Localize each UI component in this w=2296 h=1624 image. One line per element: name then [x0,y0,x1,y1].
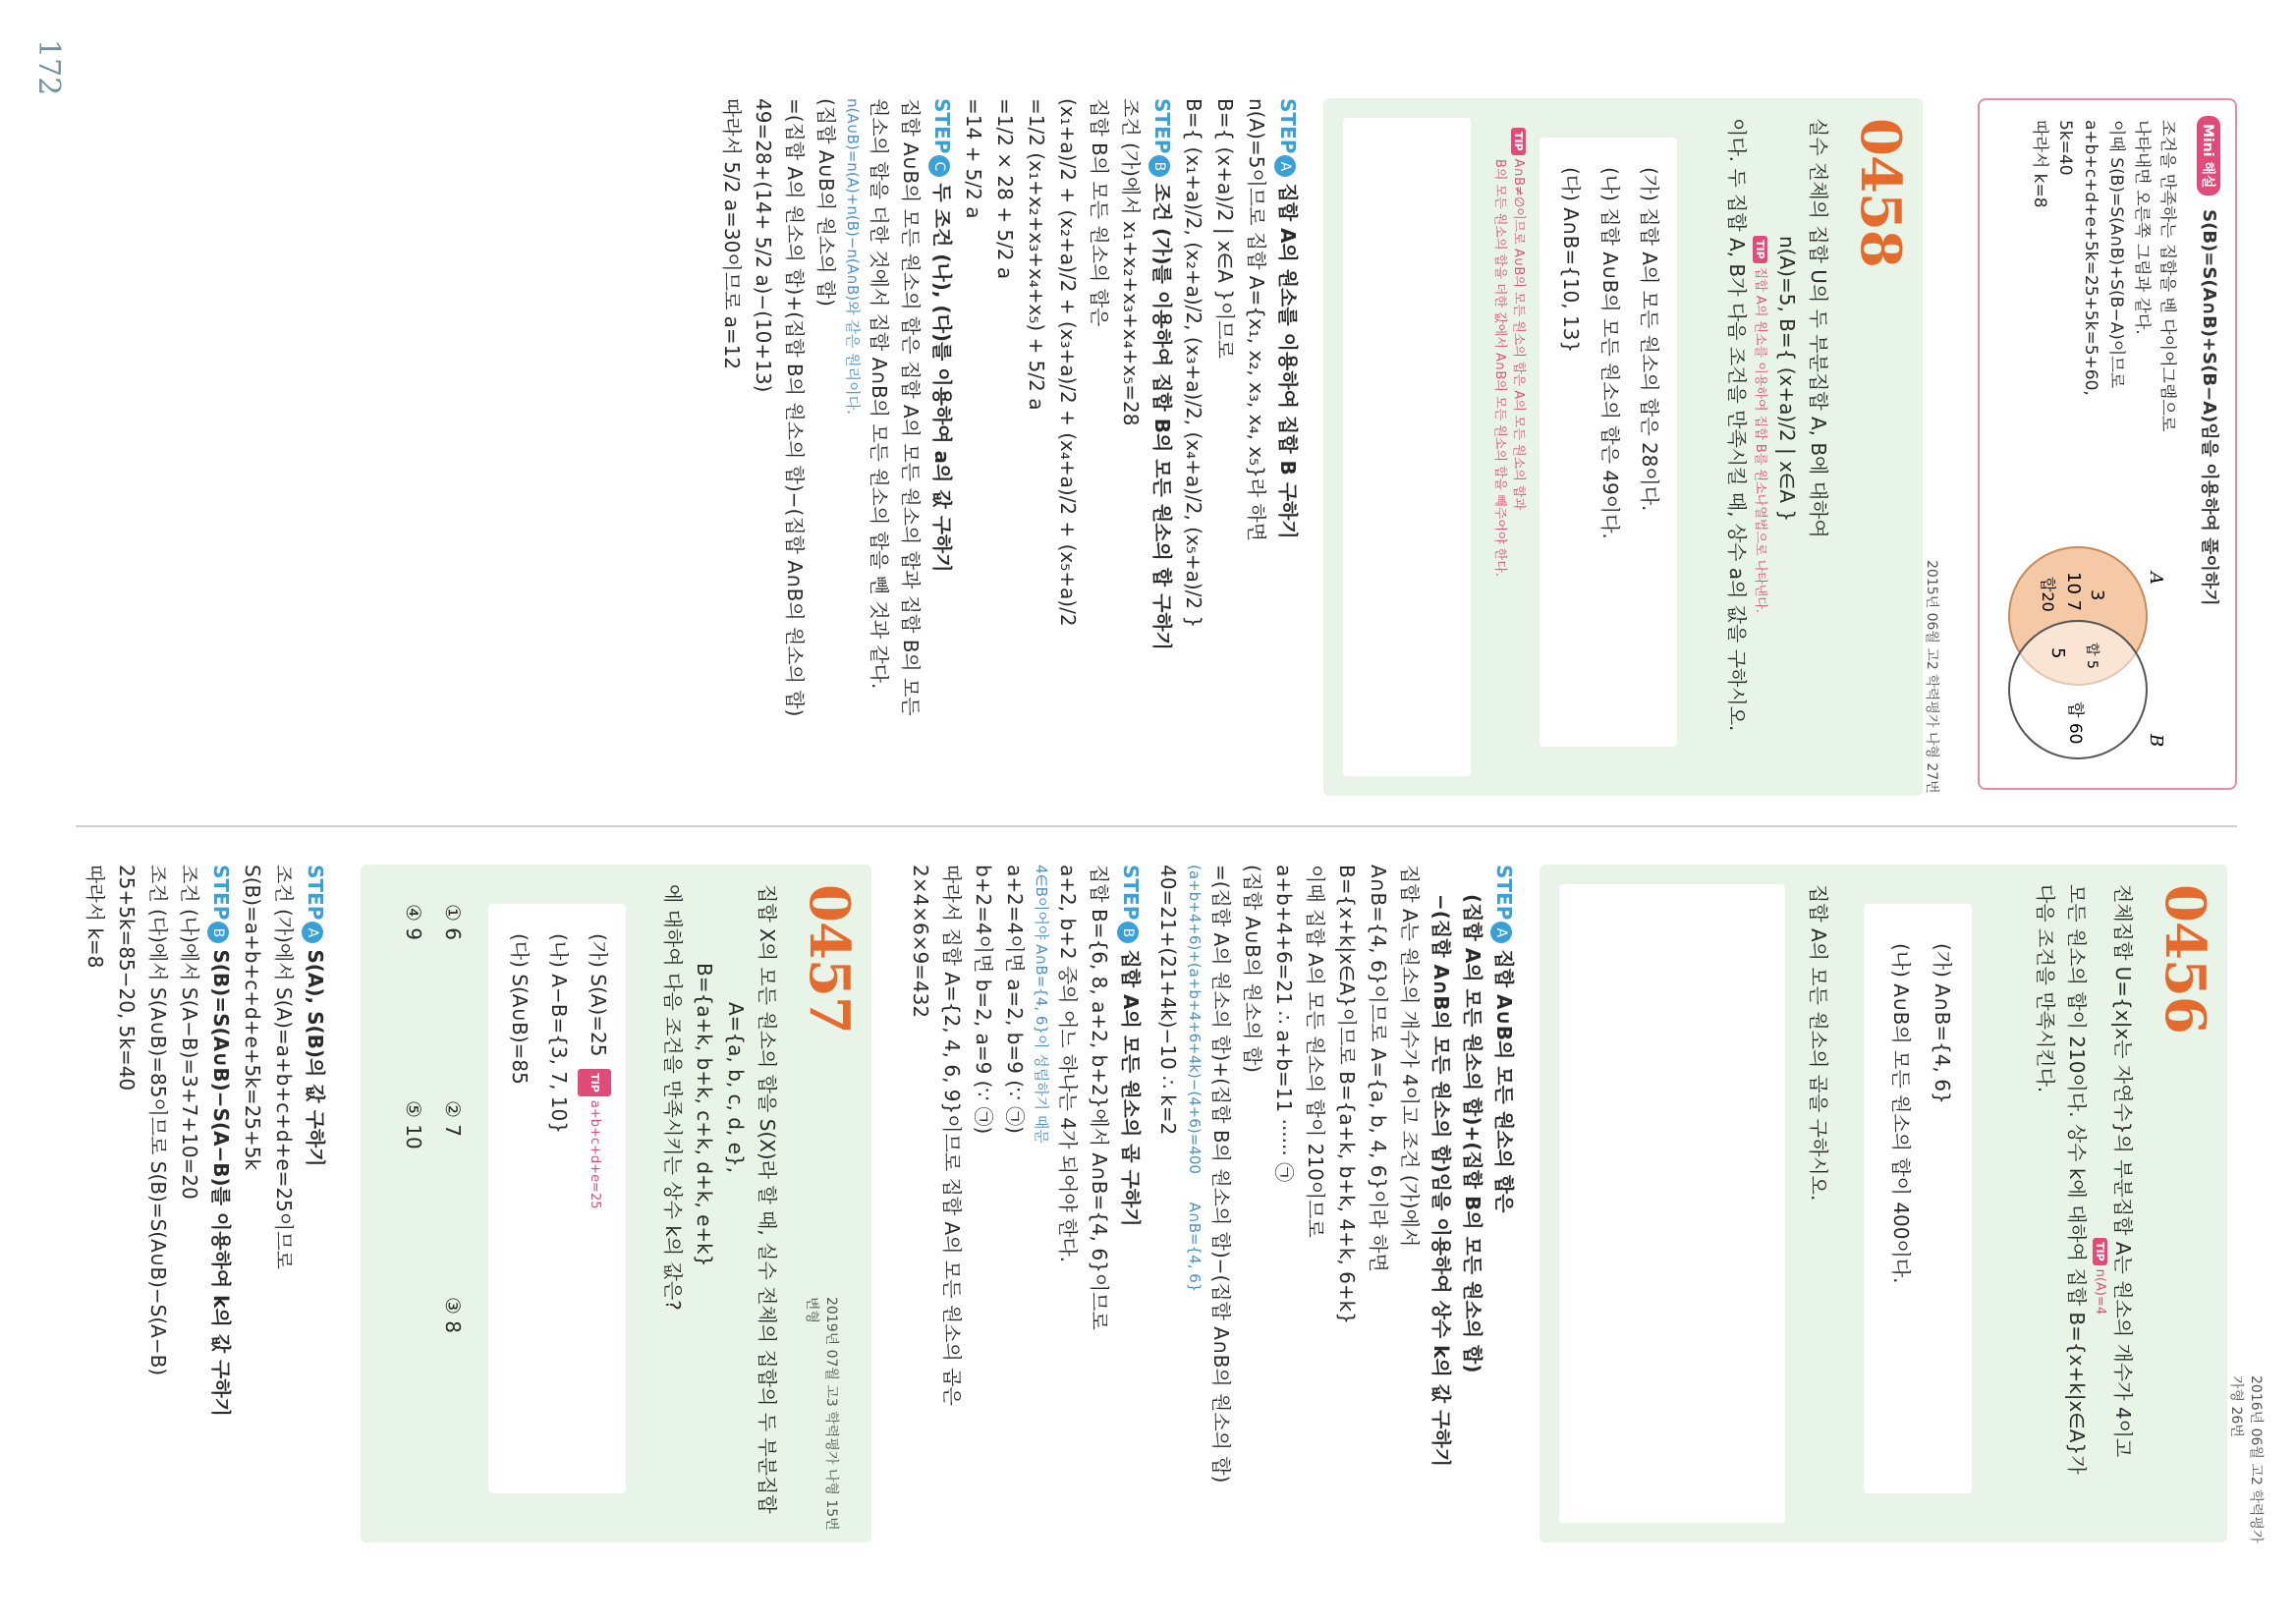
question-ask: 집합 A의 모든 원소의 곱을 구하시오. [1807,884,1830,1202]
condition-1: (가) S(A)=25 TIPa+b+c+d+e=25 [578,933,614,1209]
step-b-0457: STEPBS(B)=S(A∪B)−S(A−B)를 이용하여 k의 값 구하기 [209,865,233,1417]
sol-line: S(B)=a+b+c+d+e+5k=25+5k [241,865,264,1171]
q-line: 전체집합 U={x|x는 자연수}의 부분집합 A는 원소의 개수가 4이고 [2111,884,2135,1458]
tip-0458-2: TIPA∩B≠∅이므로 A∪B의 모든 원소의 합은 A의 모든 원소의 합과 B의 모든 원소의 합을 더한 값에서 A∩B의 모든 원소의 합을 빼주어야 한다. [1492,128,1530,577]
page-number: 172 [31,39,66,96]
choice-1[interactable]: ① 6 [441,904,465,941]
sol-line: (x₁+a)/2 + (x₂+a)/2 + (x₃+a)/2 + (x₄+a)/2 + (x₅+a)/2 [1056,98,1080,627]
condition-2: (나) A∪B의 모든 원소의 합이 400이다. [1889,943,1913,1284]
step-c-0458: STEPC두 조건 (나), (다)를 이용하여 a의 값 구하기 [930,98,954,573]
sol-note: n(A∪B)=n(A)+n(B)−n(A∩B)와 같은 원리이다. [844,98,862,415]
venn-mid-val: 5 [2047,647,2068,659]
condition-box [1540,138,1677,747]
venn-label-a: A [2146,572,2166,585]
mini-line: 이때 S(B)=S(A∩B)+S(B−A)이므로 [2106,120,2126,389]
mini-header [2197,116,2223,606]
step-a-sub: −(집합 A∩B의 모든 원소의 합)임을 이용하여 상수 k의 값 구하기 [1429,894,1453,1468]
mini-title: S(B)=S(A∩B)+S(B−A)임을 이용하여 풀이하기 [2199,209,2219,606]
sol-line: 40=21+(21+4k)−10 ∴ k=2 [1156,865,1180,1136]
sol-line: 조건 (나)에서 S(A−B)=3+7+10=20 [178,865,201,1200]
step-a-0456: STEPA집합 A∪B의 모든 원소의 합은 [1492,865,1516,1213]
venn-a-sum: 합20 [2039,577,2057,612]
condition-1: (가) A∩B={4, 6} [1931,943,1954,1104]
column-divider [76,825,2237,827]
set-a: A={a, b, c, d, e}, [724,1002,748,1174]
sol-line: a+b+4+6=21 ∴ a+b=11 ······ ㉠ [1272,865,1296,1183]
solution-0457 [80,865,331,1552]
sol-line: 집합 B의 모든 원소의 합은 [1088,98,1111,327]
sol-line: a+2, b+2 중의 어느 하나는 4가 되어야 한다. [1056,865,1080,1263]
step-b-0458: STEPB조건 (가)를 이용하여 집합 B의 모든 원소의 합 구하기 [1150,98,1174,651]
sol-line: 따라서 k=8 [84,865,107,969]
mini-line: 나타내면 오른쪽 그림과 같다. [2132,120,2152,335]
answer-space [1343,118,1471,776]
q-line: 실수 전체의 집합 U의 두 부분집합 A, B에 대하여 [1807,118,1830,538]
sol-line: =1/2 (x₁+x₂+x₃+x₄+x₅) + 5/2 a [1025,98,1048,411]
condition-box [1864,904,1972,1493]
q-line: 집합 X의 모든 원소의 합을 S(X)라 할 때, 실수 전체의 집합의 두 부분집합 [756,884,779,1514]
source-0456: 2016년 06월 고2 학력평가 가형 26번 [2228,1375,2264,1543]
tip-0458: TIP집합 A의 원소를 이용하여 집합 B를 원소나열법으로 나타낸다. [1753,236,1771,731]
sol-line: 조건 (가)에서 S(A)=a+b+c+d+e=25이므로 [272,865,296,1269]
sol-line: 2×4×6×9=432 [909,865,932,1019]
mini-line: 조건을 만족하는 집합을 벤 다이어그램으로 [2157,120,2177,432]
sol-note: 4∈B이어야 A∩B={4, 6}이 성립하기 때문 [1033,865,1050,1144]
venn-a-val: 3 [2087,589,2107,601]
q-line: 이다. 두 집합 A, B가 다음 조건을 만족시킬 때, 상수 a의 값을 구하시오. [1725,118,1749,732]
condition-2: (나) A−B={3, 7, 10} [547,933,571,1134]
sol-line: 조건 (가)에서 x₁+x₂+x₃+x₄+x₅=28 [1119,98,1143,426]
sol-line: =(집합 A의 원소의 합)+(집합 B의 원소의 합)−(집합 A∩B의 원소의 합) [1209,865,1233,1484]
sol-line: B={x+k|x∈A}이므로 B={a+k, b+k, 4+k, 6+k} [1335,865,1359,1324]
mini-line: 5k=40 [2055,120,2075,176]
problem-0456-box [1540,865,2227,1542]
venn-diagram [1989,532,2186,768]
sol-line: 원소의 합을 더한 것에서 집합 A∩B의 모든 원소의 합을 뺀 것과 같다. [868,98,891,690]
sol-line: 조건 (다)에서 S(A∪B)=85이므로 S(B)=S(A∪B)−S(A−B) [146,865,170,1376]
sol-line: 집합 A∪B의 모든 원소의 합은 집합 A의 모든 원소의 합과 집합 B의 모든 [899,98,923,716]
q-line: 다음 조건을 만족시킨다. [2034,884,2057,1093]
condition-2: (나) 집합 A∪B의 모든 원소의 합은 49이다. [1598,167,1622,539]
sol-line: 49=28+(14+ 5/2 a)−(10+13) [752,98,775,393]
step-a-sub: (집합 A의 모든 원소의 합)+(집합 B의 모든 원소의 합) [1461,894,1484,1373]
sol-line: 따라서 5/2 a=30이므로 a=12 [720,98,744,370]
sol-line: 이때 집합 A의 모든 원소의 합이 210이므로 [1304,865,1327,1238]
choice-4[interactable]: ④ 9 [402,904,425,941]
venn-b-sum: 합 60 [2065,701,2085,745]
problem-number-0457: 0457 [797,884,862,1034]
condition-box [488,904,626,1493]
condition-3: (다) S(A∪B)=85 [508,933,532,1085]
sol-line: 따라서 집합 A={2, 4, 6, 9}이므로 집합 A의 모든 원소의 곱은 [940,865,964,1406]
sol-line: n(A)=5이므로 집합 A={x₁, x₂, x₃, x₄, x₅}라 하면 [1245,98,1268,542]
step-a-0457: STEPAS(A), S(B)의 값 구하기 [304,865,327,1167]
sol-line: b+2=4이면 b=2, a=9 (∵ ㉠) [972,865,995,1135]
sol-line: 집합 A는 원소의 개수가 4이고 조건 (가)에서 [1398,865,1422,1248]
sol-line: 집합 B={6, 8, a+2, b+2}에서 A∩B={4, 6}이므로 [1088,865,1111,1330]
problem-0458-box [1323,98,1923,796]
step-a-0458: STEPA집합 A의 원소를 이용하여 집합 B 구하기 [1276,98,1300,539]
choice-5[interactable]: ⑤ 10 [402,1100,425,1149]
venn-mid-sum: 합 5 [2084,643,2100,669]
sol-note: (a+b+4+6)+(a+b+4+6+4k)−(4+6)=400 A∩B={4, 6} [1186,865,1204,1293]
sol-line: 25+5k=85−20, 5k=40 [115,865,139,1092]
sol-line: A∩B={4, 6}이므로 A={a, b, 4, 6}이라 하면 [1367,865,1390,1272]
solution-0458 [716,98,1304,806]
mini-line: a+b+c+d+e+5k=25+5k=5+60, [2081,120,2100,396]
problem-number-0458: 0458 [1848,118,1913,267]
venn-a-val: 10 7 [2063,572,2084,612]
sol-line: =(집합 A의 원소의 합)+(집합 B의 원소의 합)−(집합 A∩B의 원소의 합) [783,98,807,717]
q-line: 에 대하여 다음 조건을 만족시키는 상수 k의 값은? [661,884,685,1311]
set-b: B={a+k, b+k, c+k, d+k, e+k} [693,963,716,1267]
sol-line: B={ (x+a)/2 | x∈A }이므로 [1213,98,1237,359]
q-line: 모든 원소의 합이 210이다. 상수 k에 대하여 집합 B={x+k|x∈A}가 [2065,884,2089,1475]
sol-line: =1/2 × 28 + 5/2 a [993,98,1017,280]
problem-0457-box [361,865,871,1542]
answer-space [1559,884,1785,1523]
solution-0456 [905,865,1520,1552]
source-0458: 2015년 06월 고2 학력평가 나형 27번 [1924,560,1939,794]
condition-3: (다) A∩B={10, 13} [1559,167,1583,354]
sol-line: a+2=4이면 a=2, b=9 (∵ ㉠) [1003,865,1027,1134]
step-b-0456: STEPB집합 A의 모든 원소의 곱 구하기 [1119,865,1143,1227]
mini-badge: Mini 해설 [2197,116,2220,196]
source-0457: 2019년 07월 고3 학력평가 나형 15번 변형 [804,1297,839,1531]
mini-solution-box [1978,98,2237,790]
venn-label-b: B [2146,734,2166,748]
q-line: n(A)=5, B={ (x+a)/2 | x∈A } [1775,236,1799,523]
choice-3[interactable]: ③ 8 [441,1297,465,1334]
sol-line: (집합 A∪B의 원소의 합) [814,98,838,307]
sol-line: =14 + 5/2 a [962,98,985,219]
problem-number-0456: 0456 [2153,884,2217,1034]
sol-line: B={ (x₁+a)/2, (x₂+a)/2, (x₃+a)/2, (x₄+a)/2, (x₅+a)/2 } [1182,98,1205,629]
tip-0456: TIPn(A)=4 [2093,1238,2107,1475]
sol-line: (집합 A∪B의 원소의 합) [1241,865,1264,1073]
condition-1: (가) 집합 A의 모든 원소의 합은 28이다. [1638,167,1661,512]
choice-2[interactable]: ② 7 [441,1100,465,1138]
mini-line: 따라서 k=8 [2030,120,2049,208]
